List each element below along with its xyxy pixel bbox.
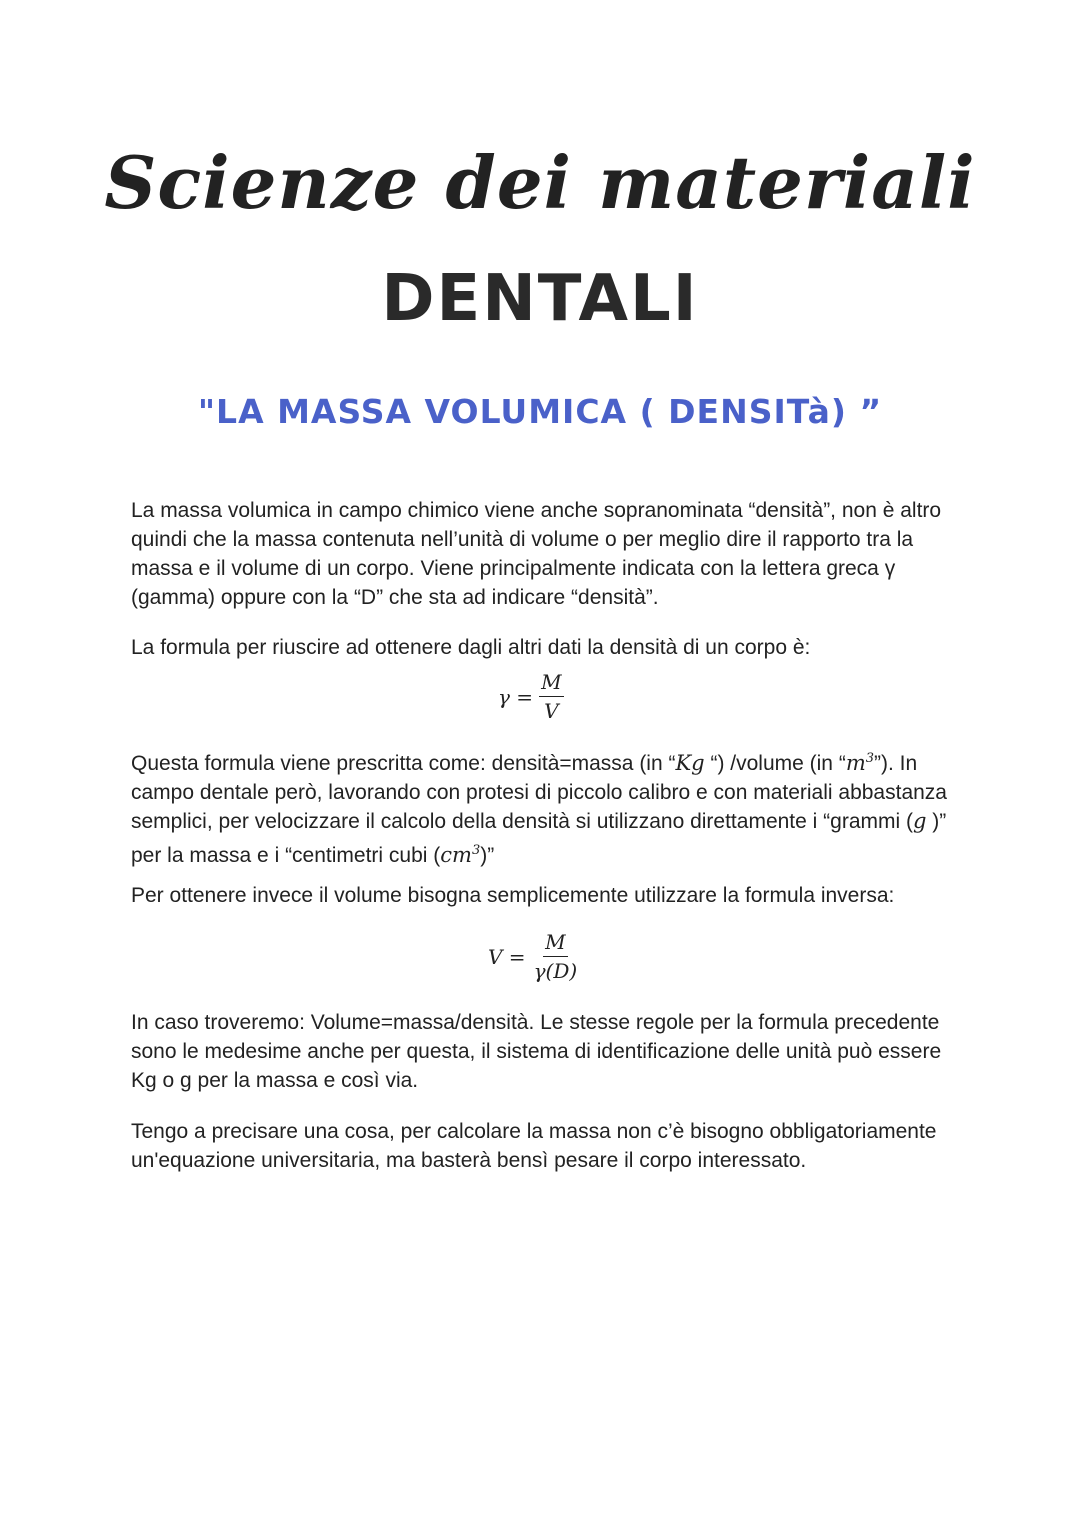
paragraph-4: Per ottenere invece il volume bisogna semplicemente utilizzare la formula inversa: bbox=[131, 884, 895, 907]
unit-kg: Kg bbox=[675, 751, 705, 775]
volume-formula-lhs: V = bbox=[488, 944, 526, 969]
paragraph-2: La formula per riuscire ad ottenere dagli altri dati la densità di un corpo è: bbox=[131, 636, 811, 659]
unit-cm3-base: cm bbox=[440, 843, 472, 867]
unit-cm3-exponent: 3 bbox=[471, 843, 481, 858]
paragraph-3 bbox=[131, 744, 961, 870]
volume-formula-numerator: M bbox=[543, 930, 567, 957]
paragraph-5: In caso troveremo: Volume=massa/densità. Le stesse regole per la formula precedente sono le medesime anche per questa, il sistema di identificazione delle unità può essere Kg o g per la massa e così via. bbox=[131, 1011, 942, 1092]
paragraph-3-part-2: “) /volume (in “ bbox=[704, 752, 846, 775]
title-line-2: DENTALI bbox=[381, 262, 699, 336]
density-formula bbox=[498, 670, 564, 723]
unit-m3 bbox=[846, 751, 874, 775]
title-line-1: Scienze dei materiali bbox=[104, 140, 976, 225]
paragraph-3-part-5: )” bbox=[480, 844, 495, 867]
density-formula-denominator: V bbox=[544, 699, 559, 723]
volume-formula bbox=[488, 930, 579, 983]
paragraph-3-part-3: ”). In campo dentale però, lavorando con protesi di piccolo calibro e con materiali abbastanza semplici, per velocizzare il calcolo della densità si utilizzano direttamente i “grammi ( bbox=[131, 752, 947, 833]
density-formula-lhs: γ = bbox=[498, 684, 534, 709]
density-formula-numerator: M bbox=[539, 670, 563, 697]
unit-g: g bbox=[912, 809, 927, 833]
paragraph-3-part-4: )” per la massa e i “centimetri cubi ( bbox=[131, 810, 947, 867]
section-subtitle: "LA MASSA VOLUMICA ( DENSITà) ” bbox=[197, 392, 883, 431]
paragraph-3-part-1: Questa formula viene prescritta come: densità=massa (in “ bbox=[131, 752, 676, 775]
unit-cm3 bbox=[440, 843, 480, 867]
unit-m3-exponent: 3 bbox=[865, 751, 875, 766]
unit-m3-base: m bbox=[845, 751, 866, 775]
paragraph-1: La massa volumica in campo chimico viene anche sopranominata “densità”, non è altro quindi che la massa contenuta nell’unità di volume o per meglio dire il rapporto tra la massa e il volume di un corpo. Viene principalmente indicata con la lettera greca γ (gamma) oppure con la “D” che sta ad indicare “densità”. bbox=[131, 499, 942, 609]
density-formula-fraction bbox=[539, 670, 563, 723]
paragraph-6: Tengo a precisare una cosa, per calcolare la massa non c’è bisogno obbligatoriamente un'equazione universitaria, ma basterà bensì pesare il corpo interessato. bbox=[131, 1120, 937, 1172]
volume-formula-fraction bbox=[532, 930, 580, 983]
volume-formula-denominator: γ(D) bbox=[533, 959, 578, 983]
